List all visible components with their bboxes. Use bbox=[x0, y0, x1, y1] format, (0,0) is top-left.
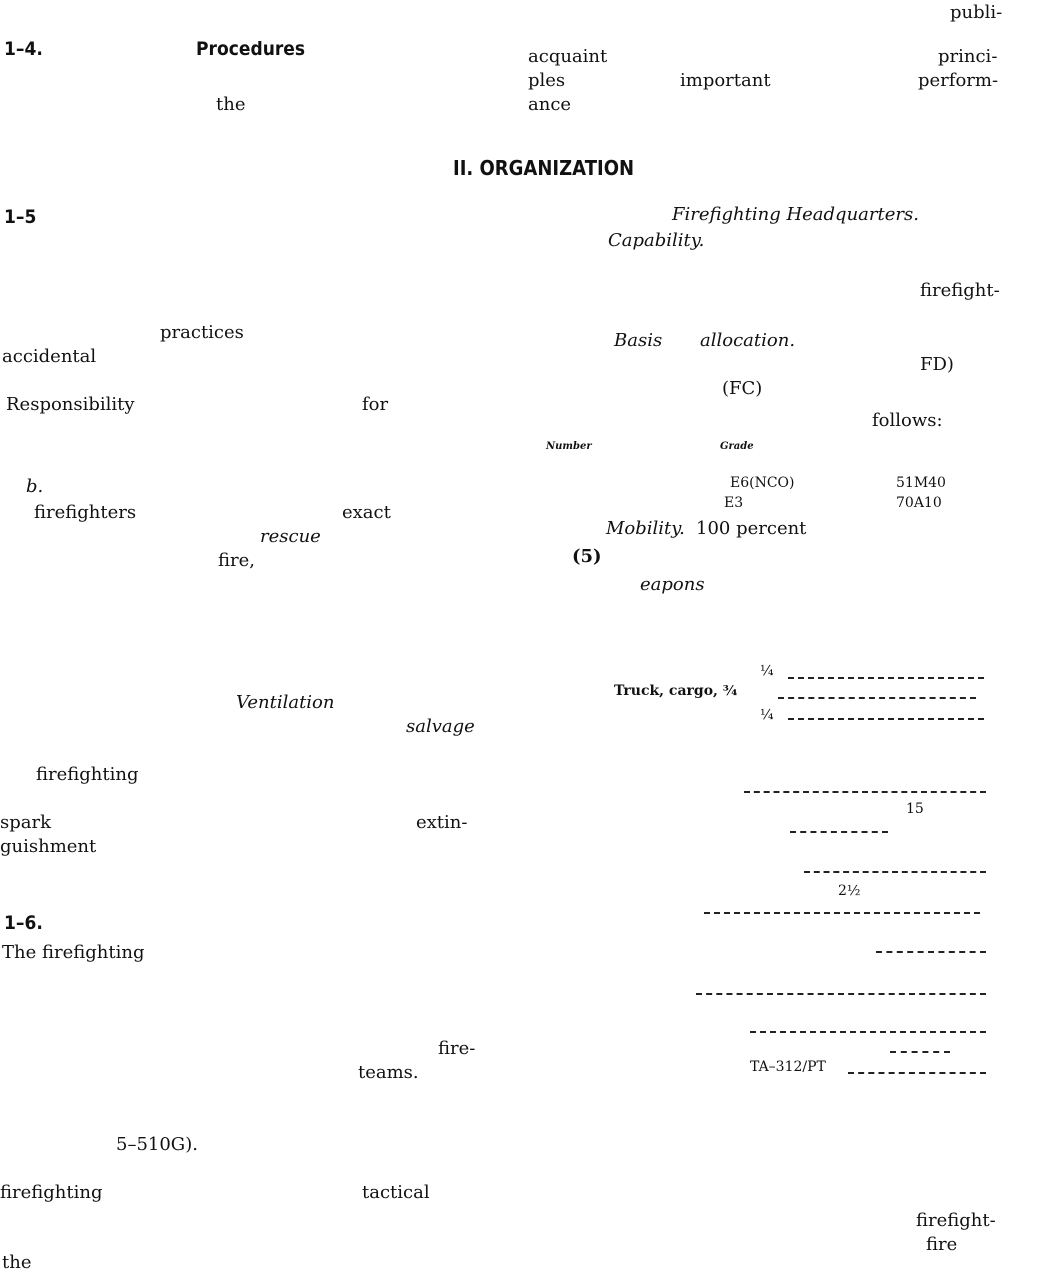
word-princi: princi- bbox=[938, 46, 998, 67]
leader-line bbox=[778, 697, 976, 699]
word-the: the bbox=[216, 94, 246, 115]
word-perform: perform- bbox=[918, 70, 999, 91]
leader-line bbox=[804, 871, 986, 873]
word-the-bottom: the bbox=[2, 1252, 32, 1273]
word-eapons: eapons bbox=[640, 574, 705, 595]
fraction-quarter-2: ¼ bbox=[760, 707, 774, 723]
heading-basis: Basis bbox=[614, 330, 663, 351]
heading-capability: Capability. bbox=[608, 230, 705, 251]
table-cell-mos-51m40: 51M40 bbox=[896, 475, 946, 491]
fraction-two-half: 2½ bbox=[838, 883, 861, 899]
reference-5-510g: 5–510G). bbox=[116, 1134, 198, 1155]
word-rescue: rescue bbox=[260, 526, 321, 547]
word-firefighting-2: firefighting bbox=[0, 1182, 103, 1203]
word-important: important bbox=[680, 70, 771, 91]
word-teams: teams. bbox=[358, 1062, 419, 1083]
abbrev-fc: (FC) bbox=[722, 378, 763, 399]
heading-allocation: allocation. bbox=[700, 330, 796, 351]
word-firefighting: firefighting bbox=[36, 764, 139, 785]
table-cell-grade-e6: E6(NCO) bbox=[730, 475, 795, 491]
heading-firefighting-headquarters: Firefighting Headquarters. bbox=[672, 204, 919, 225]
word-fire-bottom: fire bbox=[926, 1234, 958, 1255]
section-title-procedures: Procedures bbox=[196, 38, 306, 60]
word-fire-hyphen: fire- bbox=[438, 1038, 476, 1059]
abbrev-fd: FD) bbox=[920, 354, 954, 375]
quantity-15: 15 bbox=[906, 801, 924, 817]
word-firefight-2: firefight- bbox=[916, 1210, 996, 1231]
word-accidental: accidental bbox=[2, 346, 97, 367]
word-practices: practices bbox=[160, 322, 244, 343]
table-cell-mos-70a10: 70A10 bbox=[896, 495, 942, 511]
word-ance: ance bbox=[528, 94, 572, 115]
word-firefight: firefight- bbox=[920, 280, 1000, 301]
item-truck-cargo: Truck, cargo, ¾ bbox=[614, 683, 738, 699]
table-header-number: Number bbox=[546, 441, 592, 452]
leader-line bbox=[876, 951, 986, 953]
word-extin: extin- bbox=[416, 812, 468, 833]
word-guishment: guishment bbox=[0, 836, 97, 857]
leader-line bbox=[750, 1031, 986, 1033]
word-responsibility: Responsibility bbox=[6, 394, 135, 415]
word-ples: ples bbox=[528, 70, 566, 91]
leader-line bbox=[788, 718, 984, 720]
word-firefighters: firefighters bbox=[34, 502, 137, 523]
section-number-1-6: 1–6. bbox=[4, 912, 43, 934]
section-number-1-5: 1–5 bbox=[4, 206, 37, 228]
word-for: for bbox=[362, 394, 389, 415]
leader-line bbox=[704, 912, 980, 914]
leader-line bbox=[890, 1051, 950, 1053]
word-exact: exact bbox=[342, 502, 391, 523]
leader-line bbox=[744, 791, 986, 793]
table-header-grade: Grade bbox=[720, 441, 754, 452]
word-ventilation: Ventilation bbox=[236, 692, 335, 713]
section-number-1-4: 1–4. bbox=[4, 38, 43, 60]
word-acquaint: acquaint bbox=[528, 46, 608, 67]
section-heading-organization: II. ORGANIZATION bbox=[453, 156, 635, 180]
paragraph-label-b: b. bbox=[26, 476, 44, 497]
word-fire: fire, bbox=[218, 550, 255, 571]
word-tactical: tactical bbox=[362, 1182, 430, 1203]
leader-line bbox=[696, 993, 986, 995]
fraction-quarter-1: ¼ bbox=[760, 663, 774, 679]
leader-line bbox=[790, 831, 888, 833]
word-salvage: salvage bbox=[406, 716, 475, 737]
text-100-percent: 100 percent bbox=[696, 518, 807, 539]
paragraph-number-5: (5) bbox=[572, 546, 602, 567]
heading-mobility: Mobility. bbox=[606, 518, 685, 539]
phrase-the-firefighting: The firefighting bbox=[2, 942, 145, 963]
table-cell-grade-e3: E3 bbox=[724, 495, 744, 511]
leader-line bbox=[788, 677, 984, 679]
word-spark: spark bbox=[0, 812, 52, 833]
leader-line bbox=[848, 1072, 986, 1074]
word-publi: publi- bbox=[950, 2, 1003, 23]
item-ta-312-pt: TA–312/PT bbox=[750, 1059, 826, 1075]
word-follows: follows: bbox=[872, 410, 943, 431]
